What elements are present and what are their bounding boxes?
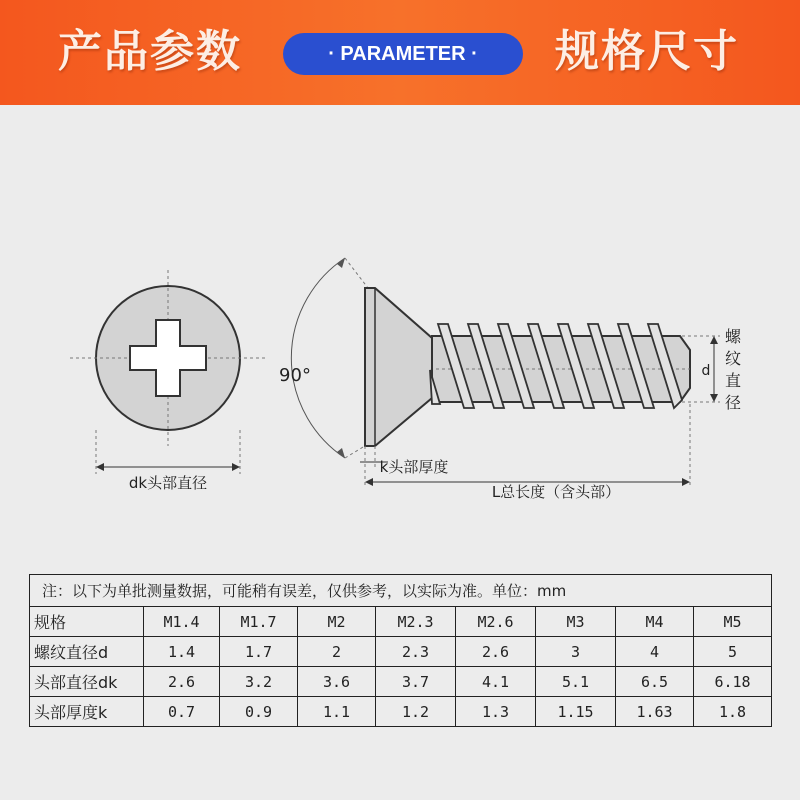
table-cell: 2 bbox=[298, 637, 376, 667]
banner-title-left: 产品参数 bbox=[58, 26, 242, 77]
table-cell: 3.7 bbox=[376, 667, 456, 697]
table-cell: 2.3 bbox=[376, 637, 456, 667]
table-row bbox=[30, 607, 772, 637]
table-cell: 0.7 bbox=[144, 697, 220, 727]
table-row bbox=[30, 637, 772, 667]
table-cell: 4 bbox=[616, 637, 694, 667]
table-cell: 2.6 bbox=[456, 637, 536, 667]
table-cell: 5 bbox=[694, 637, 772, 667]
table-cell: M2.6 bbox=[456, 607, 536, 637]
table-cell: 1.4 bbox=[144, 637, 220, 667]
table-cell: M4 bbox=[616, 607, 694, 637]
table-cell: M2 bbox=[298, 607, 376, 637]
table-row bbox=[30, 697, 772, 727]
table-cell: 1.8 bbox=[694, 697, 772, 727]
banner-title-right: 规格尺寸 bbox=[555, 26, 739, 77]
thread-label-char-2: 纹 bbox=[724, 349, 742, 368]
thread-label-char-3: 直 bbox=[724, 371, 742, 390]
row-label: 头部厚度k bbox=[30, 697, 144, 727]
table-cell: 0.9 bbox=[220, 697, 298, 727]
L-label: L总长度（含头部） bbox=[491, 483, 621, 501]
table-cell: 5.1 bbox=[536, 667, 616, 697]
table-cell: M1.7 bbox=[220, 607, 298, 637]
angle-label: 90° bbox=[279, 365, 311, 386]
table-cell: 6.5 bbox=[616, 667, 694, 697]
table-cell: M2.3 bbox=[376, 607, 456, 637]
table-cell: 6.18 bbox=[694, 667, 772, 697]
row-label: 规格 bbox=[30, 607, 144, 637]
table-cell: 3.2 bbox=[220, 667, 298, 697]
screw-head-top-view bbox=[70, 270, 266, 474]
table-note-row bbox=[30, 575, 772, 607]
table-cell: M3 bbox=[536, 607, 616, 637]
table-cell: 2.6 bbox=[144, 667, 220, 697]
k-label: k头部厚度 bbox=[379, 458, 449, 476]
table-cell: 3.6 bbox=[298, 667, 376, 697]
table-cell: M1.4 bbox=[144, 607, 220, 637]
table-cell: 3 bbox=[536, 637, 616, 667]
dk-label: dk头部直径 bbox=[128, 474, 208, 492]
table-cell: 1.3 bbox=[456, 697, 536, 727]
screw-side-view bbox=[291, 258, 720, 488]
table-cell: 1.7 bbox=[220, 637, 298, 667]
table-cell: 4.1 bbox=[456, 667, 536, 697]
table-note: 注：以下为单批测量数据，可能稍有误差，仅供参考，以实际为准。单位：mm bbox=[30, 575, 772, 607]
table-cell: 1.15 bbox=[536, 697, 616, 727]
table-row bbox=[30, 667, 772, 697]
parameter-pill: · PARAMETER · bbox=[283, 33, 523, 75]
row-label: 头部直径dk bbox=[30, 667, 144, 697]
table-cell: 1.2 bbox=[376, 697, 456, 727]
thread-label-char-4: 径 bbox=[724, 393, 742, 412]
parameter-table bbox=[29, 574, 771, 727]
table-cell: M5 bbox=[694, 607, 772, 637]
d-label: d bbox=[701, 363, 711, 379]
thread-label-char-1: 螺 bbox=[724, 327, 742, 346]
table-cell: 1.63 bbox=[616, 697, 694, 727]
table-cell: 1.1 bbox=[298, 697, 376, 727]
row-label: 螺纹直径d bbox=[30, 637, 144, 667]
